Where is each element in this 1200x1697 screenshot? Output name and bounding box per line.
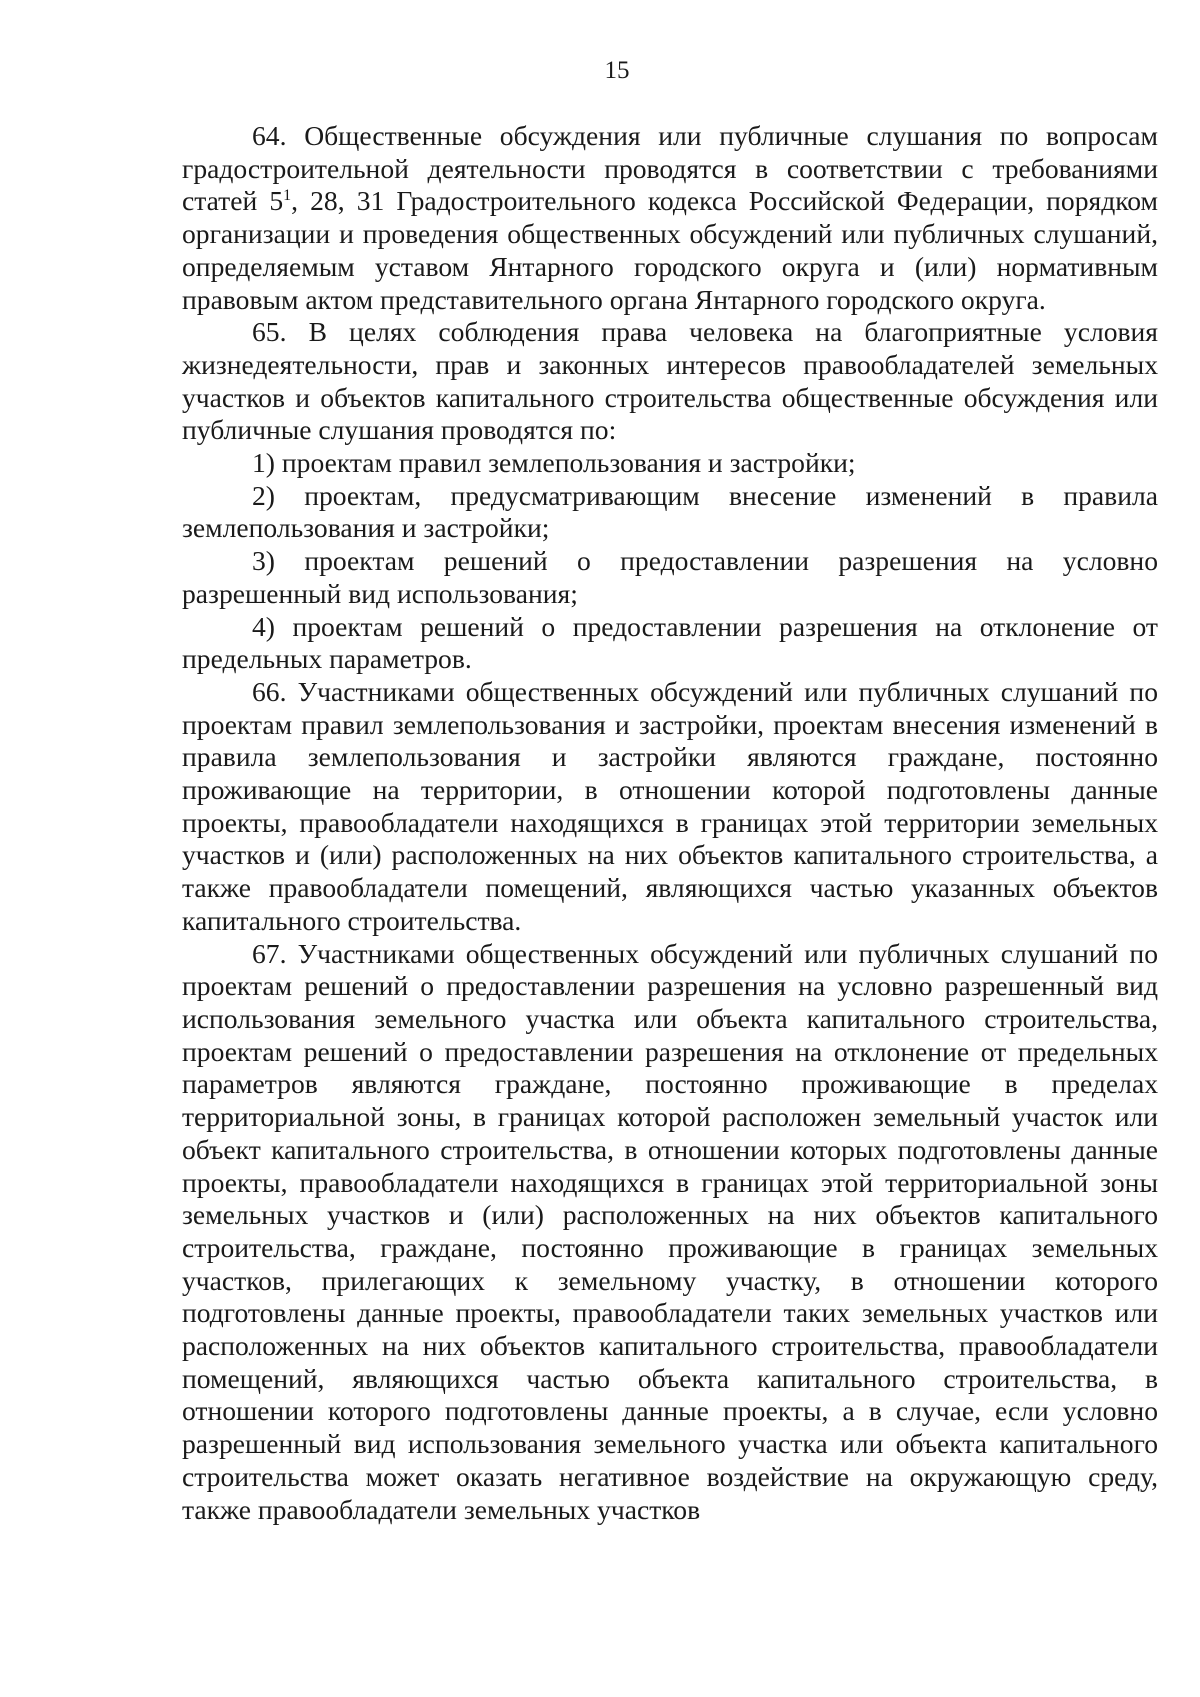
paragraph-64-text-end: , 28, 31 Градостроительного кодекса Российской Федерации, порядком организации и проведения общественных обсуждений или публичных слушаний, определяемым уставом Янтарного городского округа и (или) нормативным правовым актом представительного органа Янтарного городского округа. bbox=[182, 185, 1158, 315]
paragraph-64-text-start: 64. Общественные обсуждения или публичные слушания по вопросам градостроительной деятельности проводятся в соответствии с требованиями статей 5 bbox=[182, 120, 1158, 217]
document-body bbox=[182, 120, 1158, 1526]
paragraph-66: 66. Участниками общественных обсуждений или публичных слушаний по проектам правил землепользования и застройки, проектам внесения изменений в правила землепользования и застройки являются граждане, постоянно проживающие на территории, в отношении которой подготовлены данные проекты, правообладатели находящихся в границах этой территории земельных участков и (или) расположенных на них объектов капитального строительства, а также правообладатели помещений, являющихся частью указанных объектов капитального строительства. bbox=[182, 675, 1158, 936]
paragraph-65: 65. В целях соблюдения права человека на благоприятные условия жизнедеятельности, прав и законных интересов правообладателей земельных участков и объектов капитального строительства общественные обсуждения или публичные слушания проводятся по: bbox=[182, 316, 1158, 446]
page-number: 15 bbox=[604, 57, 630, 84]
list-item-65-4: 4) проектам решений о предоставлении разрешения на отклонение от предельных параметров. bbox=[182, 610, 1158, 675]
paragraph-64 bbox=[182, 120, 1158, 316]
list-item-65-3: 3) проектам решений о предоставлении разрешения на условно разрешенный вид использования; bbox=[182, 545, 1158, 609]
superscript-1: 1 bbox=[283, 187, 292, 205]
paragraph-67: 67. Участниками общественных обсуждений или публичных слушаний по проектам решений о предоставлении разрешения на условно разрешенный вид использования земельного участка или объекта капитального строительства, проектам решений о предоставлении разрешения на отклонение от предельных параметров являются граждане, постоянно проживающие в пределах территориальной зоны, в границах которой расположен земельный участок или объект капитального строительства, в отношении которых подготовлены данные проекты, правообладатели находящихся в границах этой территориальной зоны земельных участков и (или) расположенных на них объектов капитального строительства, граждане, постоянно проживающие в границах земельных участков, прилегающих к земельному участку, в отношении которого подготовлены данные проекты, правообладатели таких земельных участков или расположенных на них объектов капитального строительства, правообладатели помещений, являющихся частью объекта капитального строительства, в отношении которого подготовлены данные проекты, а в случае, если условно разрешенный вид использования земельного участка или объекта капитального строительства может оказать негативное воздействие на окружающую среду, также правообладатели земельных участков bbox=[182, 937, 1158, 1525]
list-item-65-2: 2) проектам, предусматривающим внесение изменений в правила землепользования и застройки; bbox=[182, 479, 1158, 544]
list-item-65-1: 1) проектам правил землепользования и застройки; bbox=[252, 447, 856, 479]
